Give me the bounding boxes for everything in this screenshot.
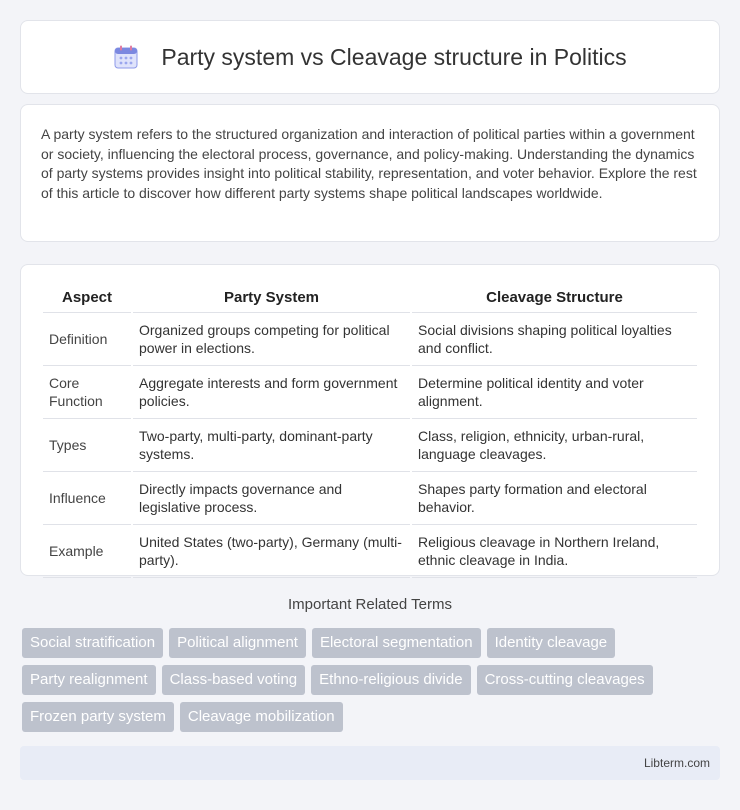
page-title: Party system vs Cleavage structure in Politics <box>161 43 627 70</box>
related-term-tag[interactable]: Ethno-religious divide <box>311 665 470 695</box>
related-term-tag[interactable]: Cross-cutting cleavages <box>477 665 653 695</box>
column-header-party-system: Party System <box>133 283 410 313</box>
header-card <box>20 20 720 94</box>
intro-card <box>20 104 720 242</box>
column-header-aspect: Aspect <box>43 283 131 313</box>
aspect-cell: Influence <box>43 472 131 525</box>
related-term-tag[interactable]: Party realignment <box>22 665 156 695</box>
related-term-tag[interactable]: Electoral segmentation <box>312 628 481 658</box>
related-term-tag[interactable]: Cleavage mobilization <box>180 702 343 732</box>
related-term-tag[interactable]: Class-based voting <box>162 665 306 695</box>
related-term-tag[interactable]: Frozen party system <box>22 702 174 732</box>
comparison-table <box>41 283 699 578</box>
cleavage-structure-cell: Determine political identity and voter alignment. <box>412 366 697 419</box>
table-row <box>43 313 697 366</box>
party-system-cell: Aggregate interests and form government policies. <box>133 366 410 419</box>
table-row <box>43 525 697 578</box>
site-link[interactable]: Libterm.com <box>643 756 710 770</box>
cleavage-structure-cell: Shapes party formation and electoral behavior. <box>412 472 697 525</box>
table-row <box>43 472 697 525</box>
table-row <box>43 366 697 419</box>
column-header-cleavage-structure: Cleavage Structure <box>412 283 697 313</box>
related-terms-list <box>22 628 712 732</box>
party-system-cell: Organized groups competing for political power in elections. <box>133 313 410 366</box>
table-row <box>43 419 697 472</box>
related-term-tag[interactable]: Identity cleavage <box>487 628 616 658</box>
party-system-cell: Directly impacts governance and legislative process. <box>133 472 410 525</box>
cleavage-structure-cell: Religious cleavage in Northern Ireland, ethnic cleavage in India. <box>412 525 697 578</box>
aspect-cell: Core Function <box>43 366 131 419</box>
related-term-tag[interactable]: Political alignment <box>169 628 306 658</box>
aspect-cell: Definition <box>43 313 131 366</box>
related-term-tag[interactable]: Social stratification <box>22 628 163 658</box>
cleavage-structure-cell: Social divisions shaping political loyalties and conflict. <box>412 313 697 366</box>
party-system-cell: United States (two-party), Germany (multi-party). <box>133 525 410 578</box>
aspect-cell: Types <box>43 419 131 472</box>
intro-text: A party system refers to the structured organization and interaction of political parties within a government or society, influencing the electoral process, governance, and policy-making. Understanding the dynamics of party systems provides insight into political stability, representation, and voter behavior. Explore the rest of this article to discover how different party systems shape political landscapes worldwide. <box>41 126 697 201</box>
aspect-cell: Example <box>43 525 131 578</box>
cleavage-structure-cell: Class, religion, ethnicity, urban-rural, language cleavages. <box>412 419 697 472</box>
table-header-row <box>43 283 697 313</box>
calendar-icon <box>113 44 139 70</box>
comparison-card <box>20 264 720 576</box>
footer-bar <box>20 746 720 780</box>
related-terms-title: Important Related Terms <box>288 596 452 613</box>
party-system-cell: Two-party, multi-party, dominant-party systems. <box>133 419 410 472</box>
